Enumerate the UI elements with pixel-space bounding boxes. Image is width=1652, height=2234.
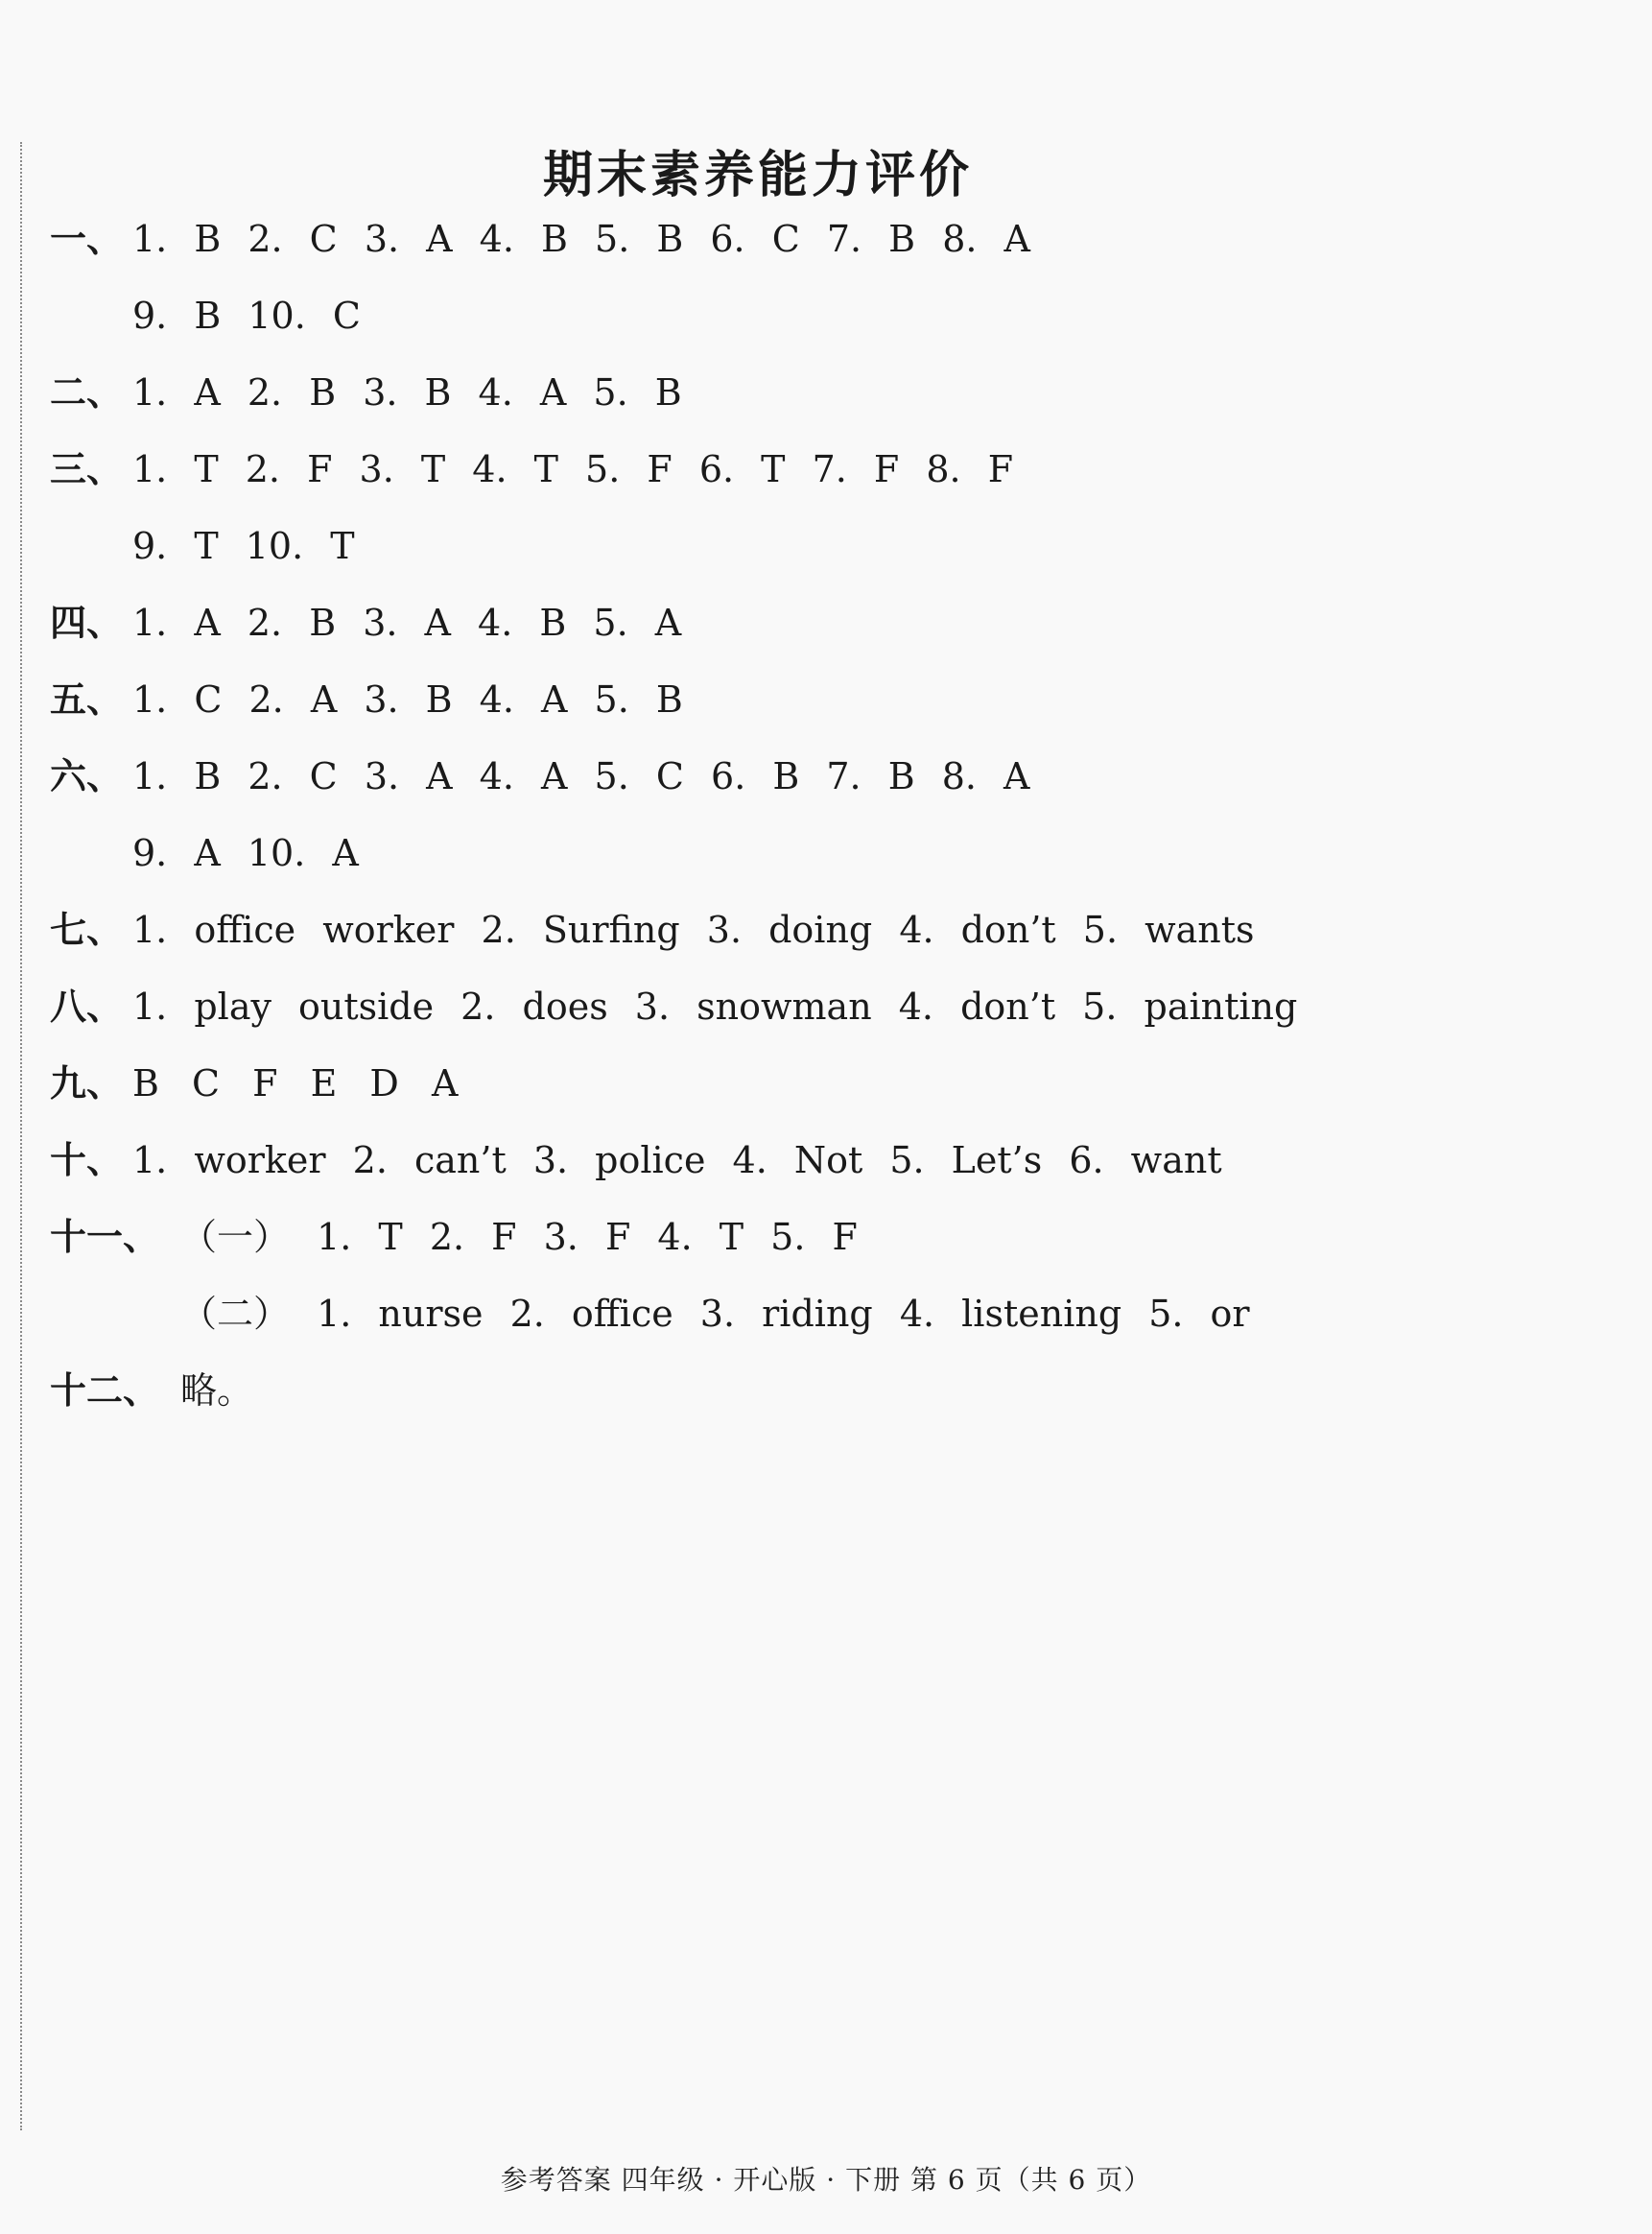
- page-footer: 参考答案 四年级 · 开心版 · 下册 第 6 页（共 6 页）: [500, 2164, 1152, 2196]
- section-label: 六、: [50, 754, 124, 797]
- section-label: 九、: [50, 1061, 124, 1105]
- answer-text: 9. T 10. T: [132, 525, 355, 567]
- answer-text: 1. play outside 2. does 3. snowman 4. don’t 5. painting: [132, 986, 1298, 1028]
- answer-text: 略。: [180, 1369, 254, 1412]
- answer-text: 1. B 2. C 3. A 4. A 5. C 6. B 7. B 8. A: [132, 755, 1030, 797]
- section-label: 十一、: [50, 1215, 160, 1258]
- answer-text: （一） 1. T 2. F 3. F 4. T 5. F: [180, 1216, 858, 1258]
- section-label: 三、: [50, 447, 124, 490]
- binding-dotted-line: [20, 142, 22, 2130]
- answer-text: 1. A 2. B 3. A 4. B 5. A: [132, 602, 682, 644]
- answer-text: 1. office worker 2. Surfing 3. doing 4. don’t 5. wants: [132, 909, 1255, 951]
- section-label: 七、: [50, 908, 124, 951]
- answer-text: （二） 1. nurse 2. office 3. riding 4. listening 5. or: [180, 1293, 1250, 1335]
- section-label: 一、: [50, 217, 124, 260]
- answer-text: 1. B 2. C 3. A 4. B 5. B 6. C 7. B 8. A: [132, 218, 1030, 260]
- answer-text: 1. worker 2. can’t 3. police 4. Not 5. Let’s 6. want: [132, 1139, 1222, 1181]
- answer-text: 1. C 2. A 3. B 4. A 5. B: [132, 678, 683, 721]
- section-label: 五、: [50, 677, 124, 721]
- answer-text: 1. A 2. B 3. B 4. A 5. B: [132, 371, 682, 414]
- answer-text: 9. A 10. A: [132, 832, 359, 874]
- answer-text: B C F E D A: [132, 1062, 459, 1105]
- section-label: 十二、: [50, 1368, 160, 1412]
- section-label: 四、: [50, 601, 124, 644]
- section-label: 十、: [50, 1138, 124, 1181]
- answer-text: 1. T 2. F 3. T 4. T 5. F 6. T 7. F 8. F: [132, 448, 1014, 490]
- page-title: 期末素养能力评价: [542, 146, 973, 204]
- section-label: 八、: [50, 985, 124, 1028]
- section-label: 二、: [50, 370, 124, 414]
- answer-text: 9. B 10. C: [132, 295, 361, 337]
